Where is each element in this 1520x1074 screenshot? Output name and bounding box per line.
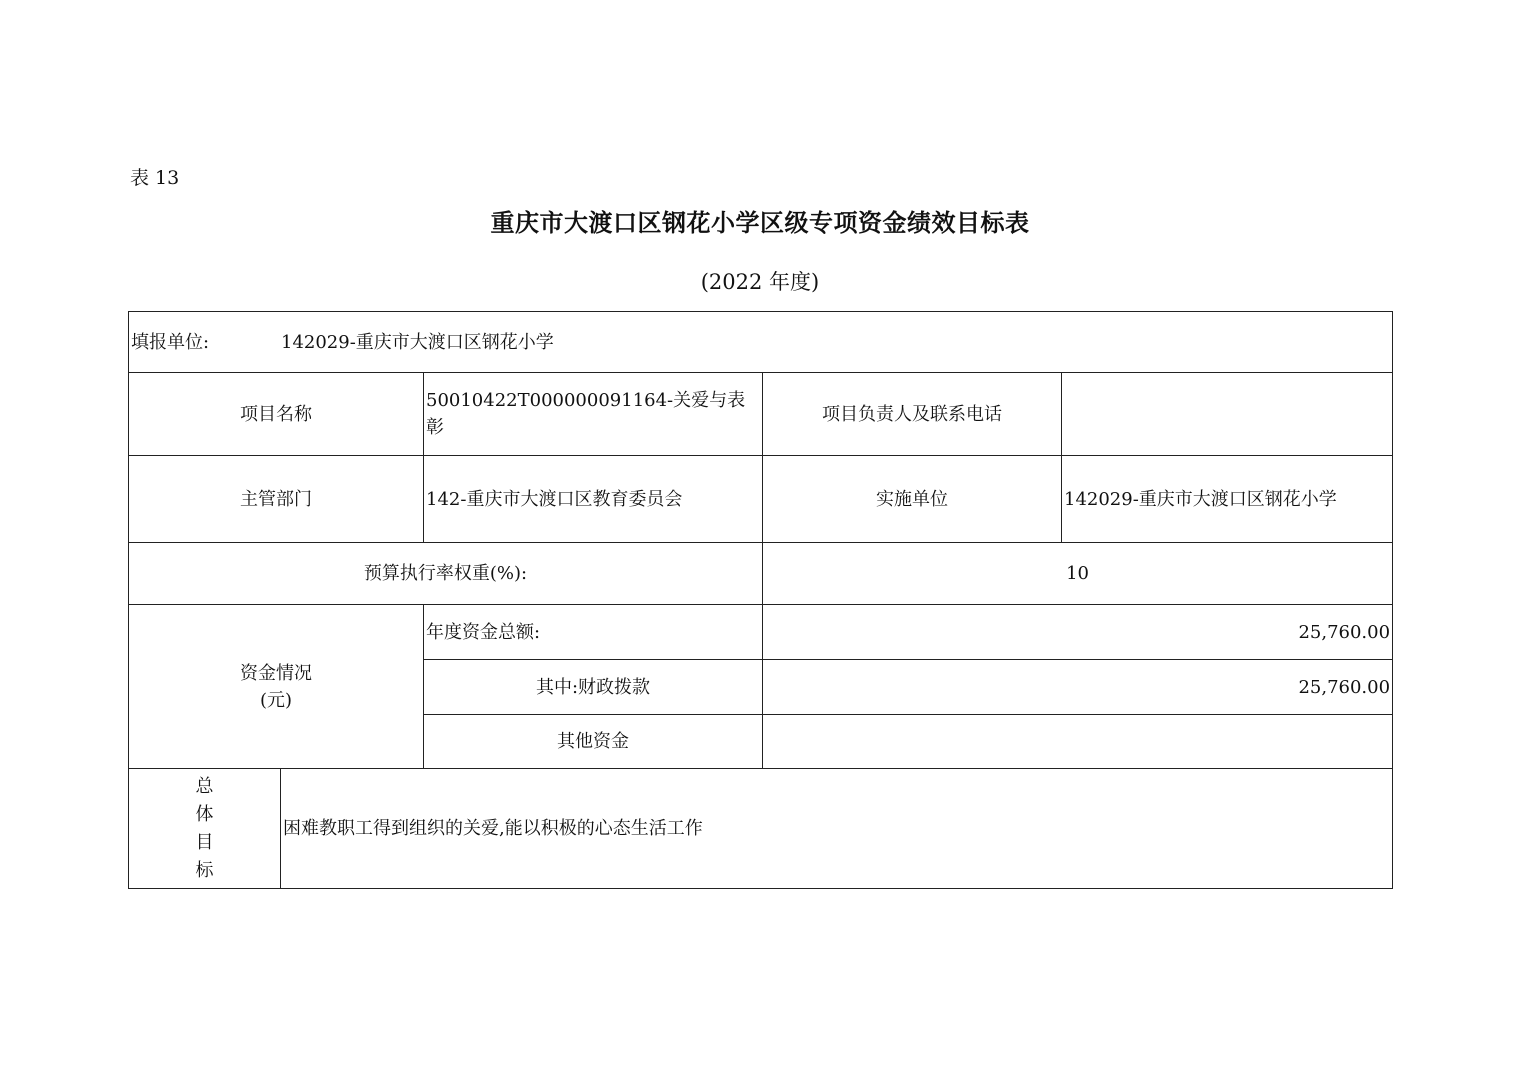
implementing-unit-value: 142029-重庆市大渡口区钢花小学 — [1062, 456, 1393, 543]
overall-goal-label — [129, 769, 281, 889]
department-row — [129, 456, 1393, 543]
contact-value — [1062, 373, 1393, 456]
fiscal-year: (2022 年度) — [700, 270, 820, 294]
budget-weight-value: 10 — [763, 543, 1393, 605]
goal-label-char: 目 — [195, 831, 214, 853]
overall-goal-value: 困难教职工得到组织的关爱,能以积极的心态生活工作 — [281, 769, 1393, 889]
funds-label: 资金情况 — [240, 662, 312, 684]
table-number: 表 13 — [130, 167, 180, 189]
project-name-value: 50010422T000000091164-关爱与表彰 — [424, 373, 763, 456]
implementing-unit-label: 实施单位 — [763, 456, 1062, 543]
fiscal-allocation-value: 25,760.00 — [763, 660, 1393, 715]
project-name-row — [129, 373, 1393, 456]
goal-label-char: 体 — [195, 803, 214, 825]
funds-unit: (元) — [259, 689, 293, 711]
annual-total-row — [129, 605, 1393, 660]
overall-goal-row — [129, 769, 1393, 889]
reporting-unit-label: 填报单位: — [131, 331, 210, 353]
reporting-unit-row — [129, 312, 1393, 373]
performance-target-table — [128, 311, 1393, 889]
reporting-unit-value: 142029-重庆市大渡口区钢花小学 — [281, 331, 554, 353]
page-title: 重庆市大渡口区钢花小学区级专项资金绩效目标表 — [490, 208, 1030, 237]
reporting-unit-cell — [129, 312, 1393, 373]
budget-weight-row — [129, 543, 1393, 605]
goal-label-char: 标 — [195, 859, 214, 881]
other-funds-label: 其他资金 — [424, 715, 763, 769]
contact-label: 项目负责人及联系电话 — [763, 373, 1062, 456]
fiscal-allocation-label: 其中:财政拨款 — [424, 660, 763, 715]
other-funds-value — [763, 715, 1393, 769]
budget-weight-label: 预算执行率权重(%): — [129, 543, 763, 605]
department-label: 主管部门 — [129, 456, 424, 543]
funds-label-cell — [129, 605, 424, 769]
annual-total-label: 年度资金总额: — [424, 605, 763, 660]
department-value: 142-重庆市大渡口区教育委员会 — [424, 456, 763, 543]
goal-label-char: 总 — [195, 775, 214, 797]
annual-total-value: 25,760.00 — [763, 605, 1393, 660]
project-name-label: 项目名称 — [129, 373, 424, 456]
